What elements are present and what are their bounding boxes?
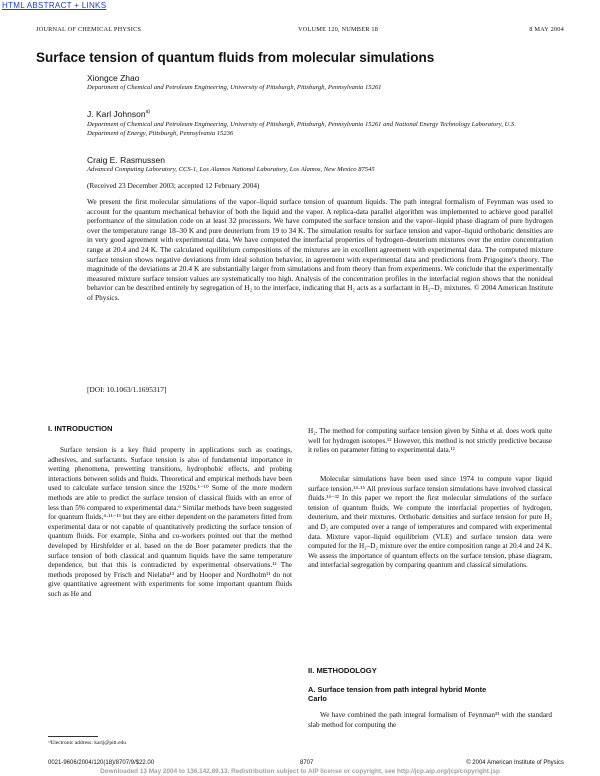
received-dates: (Received 23 December 2003; accepted 12 February 2004): [87, 181, 260, 190]
top-bar: [0, 0, 600, 16]
method-paragraph: We have combined the path integral formalism of Feynman³³ with the standard slab method for computing the: [308, 711, 552, 729]
subsection-heading: A. Surface tension from path integral hybrid Monte Carlo: [308, 685, 487, 703]
intro-continued: H₂. The method for computing surface tension given by Sinha et al. does work quite well for hydrogen isotopes.¹² However, this method is not strictly predictive because it relies on parameter fitting to experimental data.¹²: [308, 427, 552, 455]
intro-paragraph: Surface tension is a key fluid property in applications such as coatings, adhesives, and surfactants. Surface tension is also of fundamental importance in wetting phenomena, prewetting transitions, hydrophobic effects, and probing interactions between solids and fluids. Theoretical and empirical methods have been used to calculate surface tension since the 1920s.¹⁻¹⁰ Some of the more modern methods are able to predict the surface tension of classical fluids with an error of less than 5% compared to experimental data.⁶ Similar methods have been suggested for quantum fluids,⁴·¹¹⁻¹³ but they are either dependent on the parameters fitted from experimental data or not capable of quantitatively predicting the surface tension of quantum fluids. For example, Sinha and co-workers pointed out that the method developed by Hirshfelder et al. based on the de Boer parameter predicts that the surface tension of both classical and quantum liquids have the same temperature dependence, but that this is contradicted by experimental observations.¹² The methods proposed by Frisch and Nielaba¹³ and by Hooper and Nordholm¹¹ do not give quantitative agreement with experiments for some important quantum fluids such as He and: [48, 446, 292, 598]
author-name: J. Karl Johnson$^{a)}$: [87, 109, 151, 119]
copyright: © 2004 American Institute of Physics: [466, 760, 564, 766]
abstract: We present the first molecular simulations of the vapor–liquid surface tension of quantum liquids. The path integral formalism of Feynman was used to account for the quantum mechanical behavior of both the liquid and the vapor. A replica-data parallel algorithm was implemented to achieve good parallel performance of the simulation code on at least 32 processors. We have computed the surface tension and the vapor–liquid phase diagram of pure hydrogen over the temperature range 18–30 K and pure deuterium from 19 to 34 K. The simulation results for surface tension and vapor–liquid orthobaric densities are in very good agreement with experimental data. We have computed the interfacial properties of hydrogen–deuterium mixtures over the entire concentration range at 20.4 and 24 K. The calculated equilibrium compositions of the mixtures are in excellent agreement with experimental data. The computed mixture surface tension shows negative deviations from ideal solution behavior, in agreement with experimental data and predictions from Prigogine's theory. The magnitude of the deviations at 20.4 K are substantially larger from simulations and from theory than from experiments. We conclude that the experimentally measured mixture surface tension values are systematically too high. Analysis of the concentration profiles in the interfacial region shows that the nonideal behavior can be described entirely by segregation of H₂ to the interface, indicating that H₂ acts as a surfactant in H₂–D₂ mixtures. © 2004 American Institute of Physics.: [87, 197, 553, 302]
footnote: ᵃ⁾Electronic address: karlj@pitt.edu: [48, 740, 127, 746]
html-abstract-links[interactable]: HTML ABSTRACT + LINKS: [2, 1, 107, 10]
author-name: Xiongce Zhao: [87, 73, 140, 83]
author-affiliation: Advanced Computing Laboratory, CCS-1, Los Alamos National Laboratory, Los Alamos, New Mexico 87545: [87, 166, 375, 173]
download-notice: Downloaded 13 May 2004 to 136.142.89.13. Redistribution subject to AIP license or copyright, see http://jcp.aip.org/jcp/copyright.jsp: [100, 768, 500, 775]
article-code: 0021-9606/2004/120(18)/8707/9/$22.00: [48, 760, 155, 766]
author-affiliation: Department of Chemical and Petroleum Engineering, University of Pittsburgh, Pittsburgh, Pennsylvania 15261: [87, 84, 382, 91]
journal-name: JOURNAL OF CHEMICAL PHYSICS: [36, 26, 142, 33]
doi-link[interactable]: [DOI: 10.1063/1.1695317]: [87, 385, 167, 394]
author-affiliation: Department of Chemical and Petroleum Engineering, University of Pittsburgh, Pittsburgh, Pennsylvania 15261 and National Energy Technology Laboratory, U.S. Department of Energy, Pittsburgh, Pennsylvania 15236: [87, 121, 516, 137]
paper-title: Surface tension of quantum fluids from molecular simulations: [36, 50, 435, 65]
author-name: Craig E. Rasmussen: [87, 155, 165, 165]
running-header: [36, 26, 564, 36]
section-heading: I. INTRODUCTION: [48, 424, 113, 433]
page-number: 8707: [300, 760, 314, 766]
volume-number: VOLUME 120, NUMBER 18: [298, 26, 379, 33]
section-heading: II. METHODOLOGY: [308, 666, 377, 675]
footnote-marker: a): [145, 109, 151, 116]
issue-date: 8 MAY 2004: [529, 26, 564, 33]
footnote-rule: [48, 736, 98, 737]
intro-paragraph: Molecular simulations have been used since 1974 to compute vapor liquid surface tension.¹⁴·¹⁵ All previous surface tension simulations have involved classical fluids.¹⁴⁻³² In this paper we report the first molecular simulations of the surface tension of quantum fluids. We compute the interfacial properties of hydrogen, deuterium, and their mixtures. Orthobaric densities and surface tension for pure H₂ and D₂ are computed over a range of temperatures and compared with experimental data. Mixture vapor–liquid equilibrium (VLE) and surface tension data were computed for the H₂–D₂ mixture over the entire composition range at 20.4 and 24 K. We assess the importance of quantum effects on the surface tension, phase diagram, and interfacial segregation by comparing quantum and classical simulations.: [308, 475, 552, 570]
